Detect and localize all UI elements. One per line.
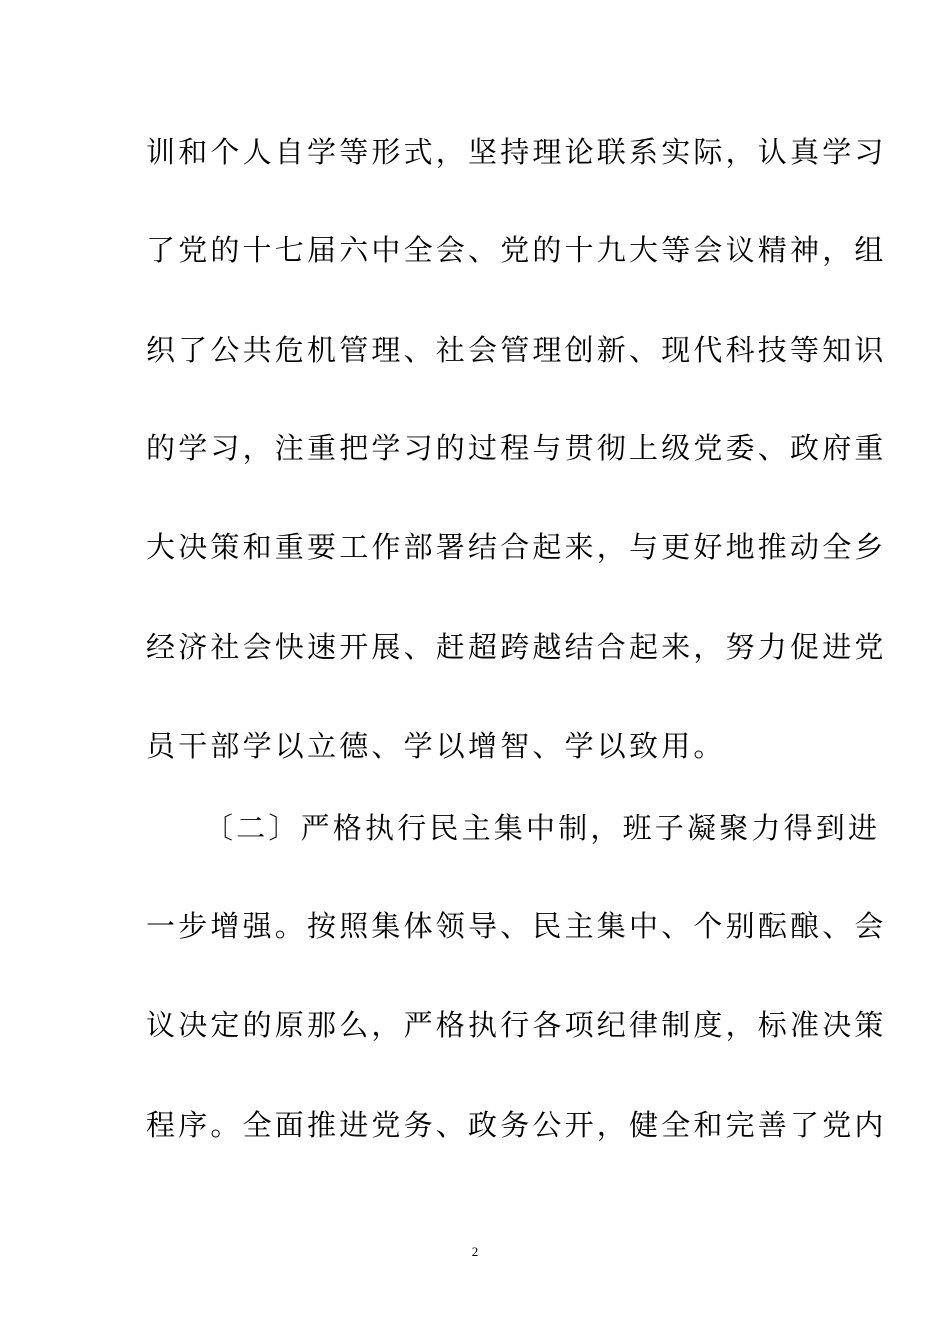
text-line-9: 一步增强。按照集体领导、民主集中、个别酝酿、会 [146, 909, 887, 943]
text-line-4: 的学习，注重把学习的过程与贯彻上级党委、政府重 [146, 431, 887, 465]
text-line-2: 了党的十七届六中全会、党的十九大等会议精神，组 [146, 233, 887, 267]
text-line-6: 经济社会快速开展、赶超跨越结合起来，努力促进党 [146, 630, 887, 664]
text-line-5: 大决策和重要工作部署结合起来，与更好地推动全乡 [146, 530, 887, 564]
text-line-1: 训和个人自学等形式，坚持理论联系实际，认真学习 [146, 135, 887, 169]
text-line-10: 议决定的原那么，严格执行各项纪律制度，标准决策 [146, 1008, 887, 1042]
section-heading-line: 〔二〕严格执行民主集中制，班子凝聚力得到进 [204, 811, 881, 845]
text-line-7: 员干部学以立德、学以增智、学以致用。 [146, 729, 726, 763]
page-number: 2 [471, 1244, 479, 1259]
text-line-3: 织了公共危机管理、社会管理创新、现代科技等知识 [146, 333, 887, 367]
text-line-11: 程序。全面推进党务、政务公开，健全和完善了党内 [146, 1108, 887, 1142]
